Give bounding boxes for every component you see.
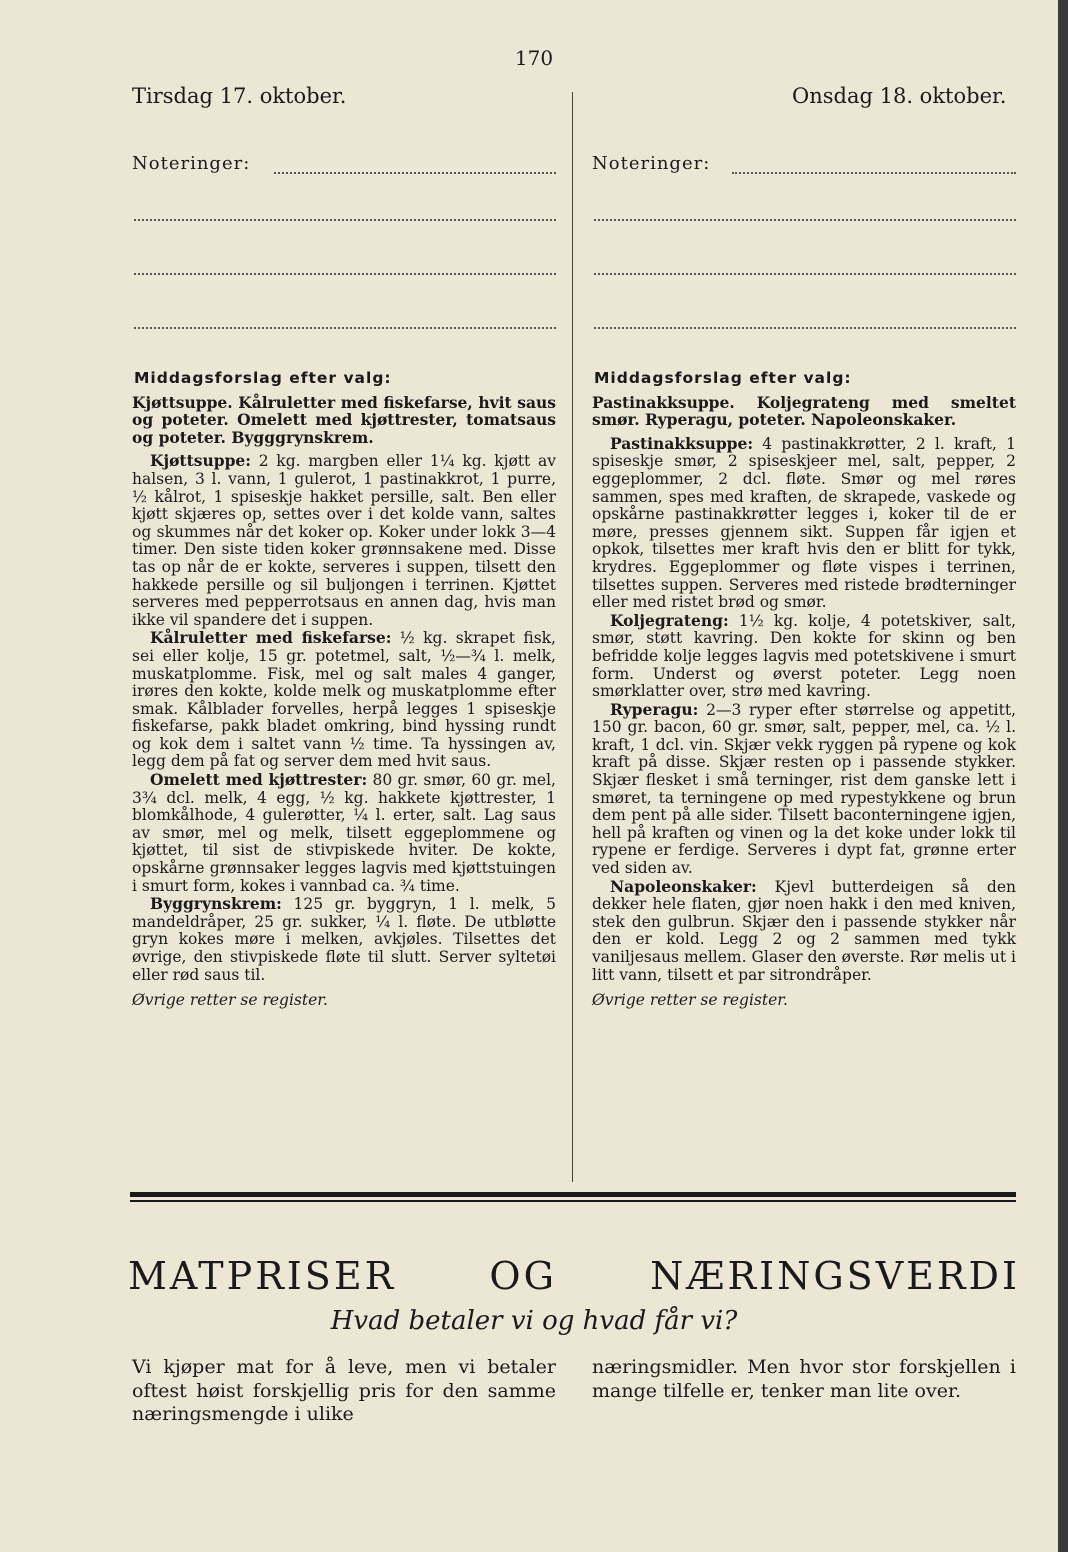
article-intro-left: Vi kjøper mat for å leve, men vi betaler oftest høist forskjellig pris for den samme næringsmengde i ulike bbox=[132, 1356, 556, 1425]
section-heading: Middagsforslag efter valg: bbox=[594, 369, 852, 387]
section-rule-thin bbox=[130, 1200, 1016, 1202]
recipe-text: 2 kg. margben eller 1¼ kg. kjøtt av halsen, 3 l. vann, 1 gulerot, 1 pastinakkrot, 1 purre, ½ kålrot, 1 spiseskje hakket persille, salt. Ben eller kjøtt skjæres op, settes over i det kolde vann, saltes og skummes når det koker op. Koker under lokk 3—4 timer. Den siste tiden koker grønnsakene med. Disse tas op når de er kokte, serveres i suppen, tilsett den hakkede persille og sil buljongen i terrinen. Kjøttet serveres med pepperrotsaus en annen dag, hvis man ikke vil spandere det i suppen. bbox=[132, 452, 556, 629]
recipe-text: 80 gr. smør, 60 gr. mel, 3¾ dcl. melk, 4 egg, ½ kg. hakkete kjøttrester, 1 blomkålhode, 4 gulerøtter, ¼ l. erter, salt. Lag saus av smør, mel og melk, tilsett eggeplommene og kjøttet, til sist de stivpiskede hviter. De kokte, opskårne grønnsaker legges lagvis med kjøttstuingen i smurt form, kokes i vannbad ca. ¾ time. bbox=[132, 771, 556, 895]
day-heading-right: Onsdag 18. oktober. bbox=[792, 84, 1007, 108]
menu-summary: Kjøttsuppe. Kålruletter med fiskefarse, hvit saus og poteter. Omelett med kjøttrester, tomatsaus og poteter. Bygggrynskrem. bbox=[132, 392, 556, 447]
recipe-name: Byggrynskrem: bbox=[150, 894, 282, 914]
notes-label-left: Noteringer: bbox=[132, 153, 251, 174]
article-intro-right: næringsmidler. Men hvor stor forskjellen i mange tilfelle er, tenker man lite over. bbox=[592, 1356, 1016, 1402]
closing-note: Øvrige retter se register. bbox=[592, 991, 788, 1010]
section-heading: Middagsforslag efter valg: bbox=[134, 369, 392, 387]
notes-line bbox=[134, 273, 556, 275]
recipe-paragraph bbox=[132, 895, 556, 984]
notes-label-right: Noteringer: bbox=[592, 153, 711, 174]
recipe-name: Kålruletter med fiskefarse: bbox=[150, 628, 392, 648]
recipes-column-right bbox=[592, 370, 1016, 1010]
recipe-name: Pastinakksuppe: bbox=[610, 433, 754, 453]
recipe-text: 1½ kg. kolje, 4 potetskiver, salt, smør, støtt kavring. Den kokte for skinn og ben befridde kolje legges lagvis med potetskivene i smurt form. Underst og øverst poteter. Legg noen smørklatter over, strø med kavring. bbox=[592, 611, 1016, 701]
notes-line bbox=[134, 327, 556, 329]
recipe-paragraph bbox=[592, 612, 1016, 701]
notes-line bbox=[594, 219, 1016, 221]
menu-summary: Pastinakksuppe. Koljegrateng med smeltet smør. Ryperagu, poteter. Napoleonskaker. bbox=[592, 392, 1016, 430]
article-title: MATPRISER OG NÆRINGSVERDI bbox=[128, 1254, 1020, 1298]
recipe-text: Kjevl butterdeigen så den dekker hele flaten, gjør noen hakk i den med kniven, stek den gulbrun. Skjær den i passende stykker når den er kold. Legg 2 og 2 sammen med tykk vaniljesaus mellem. Glaser den øverste. Rør melis ut i litt vann, tilsett et par sitrondråper. bbox=[592, 877, 1016, 984]
notes-line bbox=[594, 273, 1016, 275]
recipe-paragraph bbox=[592, 435, 1016, 612]
notes-line bbox=[594, 327, 1016, 329]
recipe-text: 4 pastinakkrøtter, 2 l. kraft, 1 spiseskje smør, 2 spiseskjeer mel, salt, pepper, 2 eggeplommer, 2 dcl. fløte. Smør og mel røres sammen, spes med kraften, de skrapede, vaskede og opskårne pastinakkrøtter legges i, koker til de er møre, presses gjennem sikt. Suppen får igjen et opkok, tilsettes mer kraft hvis den er blitt for tykk, krydres. Eggeplommer og fløte vispes i terrinen, tilsettes suppen. Serveres med ristede brødterninger eller med ristet brød og smør. bbox=[592, 434, 1016, 612]
notes-line bbox=[134, 219, 556, 221]
recipe-text: 2—3 ryper efter størrelse og appetitt, 150 gr. bacon, 60 gr. smør, salt, pepper, mel, ca. ½ l. kraft, 1 dcl. vin. Skjær vekk ryggen på rypene og kok kraft på disse. Skjær resten op i passende stykker. Skjær flesket i små terninger, rist dem ganske lett i smøret, ta terningene op med rypestykkene og brun dem pent på alle sider. Tilsett baconterningene igjen, hell på kraften og vinen og la det koke under lokk til rypene er ferdige. Serveres i dypt fat, grønne erter ved siden av. bbox=[592, 700, 1016, 878]
recipe-paragraph bbox=[132, 771, 556, 895]
recipe-name: Napoleonskaker: bbox=[610, 876, 757, 896]
recipe-text: 125 gr. byggryn, 1 l. melk, 5 mandeldråper, 25 gr. sukker, ¼ l. fløte. De utbløtte gryn kokes møre i melken, avkjøles. Tilsettes det øvrige, den stivpiskede fløte til slutt. Server syltetøi eller rød saus til. bbox=[132, 895, 556, 984]
recipe-name: Ryperagu: bbox=[610, 699, 699, 719]
recipe-name: Omelett med kjøttrester: bbox=[150, 770, 368, 790]
recipe-paragraph bbox=[592, 701, 1016, 878]
day-heading-left: Tirsdag 17. oktober. bbox=[132, 84, 347, 108]
recipe-name: Kjøttsuppe: bbox=[150, 451, 251, 471]
recipe-paragraph bbox=[132, 452, 556, 629]
recipe-text: ½ kg. skrapet fisk, sei eller kolje, 15 gr. potetmel, salt, ½—¾ l. melk, muskatplomme. Fisk, mel og salt males 4 ganger, irøres den kokte, kolde melk og muskatplomme efter smak. Kålblader forvelles, herpå legges 1 spiseskje fiskefarse, pakk bladet omkring, bind hyssing rundt og kok dem i saltet vann ½ time. Ta hyssingen av, legg dem på fat og server dem med hvit saus. bbox=[132, 629, 556, 771]
recipe-name: Koljegrateng: bbox=[610, 610, 729, 630]
recipe-paragraph bbox=[132, 629, 556, 771]
closing-note: Øvrige retter se register. bbox=[132, 991, 328, 1010]
article-subtitle: Hvad betaler vi og hvad får vi? bbox=[330, 1306, 738, 1336]
section-rule-heavy bbox=[130, 1192, 1016, 1197]
page-number: 170 bbox=[514, 46, 554, 70]
column-divider bbox=[572, 92, 573, 1182]
notes-line bbox=[274, 172, 556, 174]
recipe-paragraph bbox=[592, 878, 1016, 985]
recipes-column-left bbox=[132, 370, 556, 1010]
notes-line bbox=[732, 172, 1016, 174]
